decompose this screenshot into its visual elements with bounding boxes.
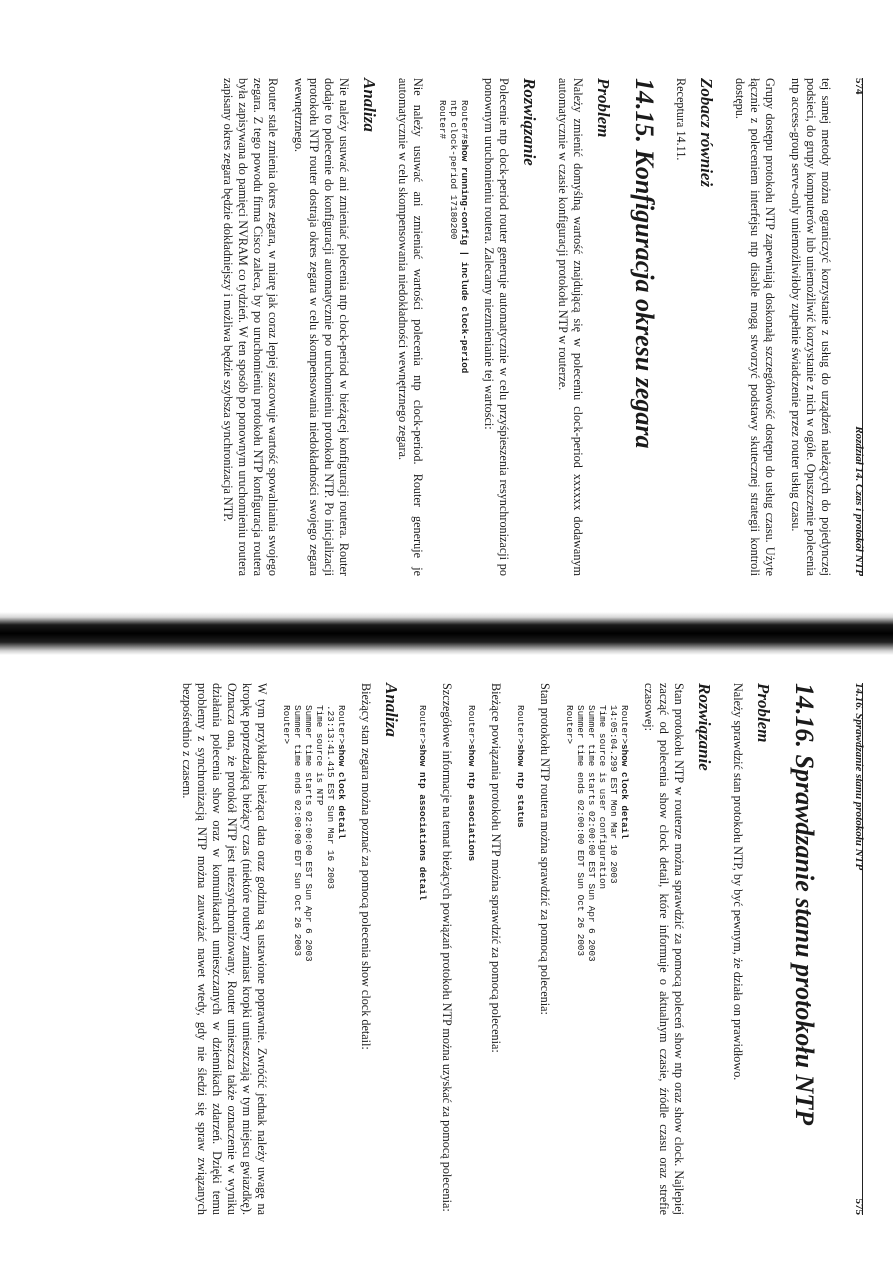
associations-text: Bieżące powiązania protokołu NTP można sprawdzić za pomocą polecenia: [489, 683, 503, 1053]
code-block-show-clock-ntp [281, 705, 347, 1215]
code-prompt: Router> [466, 705, 477, 745]
right-header-title: 14.16. Sprawdzanie stanu protokołu NTP [853, 683, 865, 871]
code-block-ntp-associations-detail [417, 705, 428, 1215]
analysis-heading: Analiza [382, 683, 401, 737]
solution-text: Polecenie ntp clock-period router generuje automatycznie w celu przyśpieszenia resynchronizacji po ponownym uruchomieniu routera. Zalecamy niezmienianie tej wartości: [482, 78, 511, 576]
problem-heading: Problem [594, 78, 613, 138]
left-page-number: 574 [853, 78, 865, 95]
left-running-header [853, 78, 865, 576]
code-prompt: Router> [619, 705, 630, 745]
code-command: show clock detail [619, 744, 630, 839]
solution-text: Stan protokołu NTP w routerze można sprawdzić za pomocą poleceń show ntp oraz show clock. Najlepiej zacząć od polecenia show clock detail, które informuje o aktualnym czasie, źródle czasu oraz strefie czasowej: [642, 683, 686, 1215]
code-prompt: Router> [515, 705, 526, 745]
problem-heading: Problem [754, 683, 773, 743]
see-also-heading: Zobacz również [697, 78, 716, 188]
code-block-ntp-status [515, 705, 526, 1215]
detail-text: Szczegółowe informacje na temat bieżących powiązań protokołu NTP można uzyskać za pomocą polecenia: [440, 683, 454, 1212]
code-block-ntp-associations [466, 705, 477, 1215]
code-command: show running-config | include clock-period [459, 139, 470, 374]
code-output: 14:05:04.299 EST Mon Mar 10 2003 Time source is user configuration Summer time starts 02:00:00 EST Sun Apr 6 2003 Summer time ends 02:00:00 EDT Sun Oct 26 2003 Router> [564, 705, 619, 962]
solution-text-2: Nie należy usuwać ani zmieniać wartości polecenia ntp clock-period. Router generuje je automatycznie w celu skompensowania niedokładności wewnętrznego zegara. [396, 78, 425, 576]
analysis-paragraph-2: Router stale zmienia okres zegara, w miarę jak coraz lepiej szacowuje wartość spowalniania swojego zegara. Z tego powodu firma Cisco zaleca, by po uruchomieniu protokołu NTP konfiguracja routera była zapisywana do pamięci NVRAM co tydzień. W ten sposób po ponownym uruchomieniu routera zapisany okres zegara będzie dokładniejszy i możliwa będzie szybsza synchronizacja NTP. [221, 78, 280, 576]
code-prompt-end: Router# [437, 100, 448, 140]
analysis-heading: Analiza [360, 78, 379, 132]
section-title-14-15: 14.15. Konfiguracja okresu zegara [630, 78, 659, 449]
intro-paragraph-1: tej samej metody można ograniczyć korzystanie z usług do urządzeń należących do pojedynczej podsieci, do grupy komputerów lub uniemożliwić korzystanie z nich w ogóle. Opuszczenie polecenia ntp access-group serve-only uniemożliwiłoby zupełnie świadczenie przez router usług czasu. [789, 78, 833, 576]
right-page-number: 575 [853, 1198, 865, 1215]
code-command: show ntp associations [466, 744, 477, 862]
code-block-clock-period [437, 100, 470, 576]
book-gutter-shadow [0, 612, 893, 655]
problem-text: Należy sprawdzić stan protokołu NTP, by być pewnym, że działa on prawidłowo. [731, 683, 745, 1081]
solution-heading: Rozwiązanie [695, 683, 714, 771]
problem-text: Należy zmienić domyślną wartość znajdującą się w poleceniu clock-period xxxxxx dodawanym automatycznie w czasie konfiguracji protokołu NTP w routerze. [556, 78, 585, 576]
code-block-show-clock [564, 705, 630, 1215]
code-command: show ntp status [515, 744, 526, 828]
right-running-header [853, 683, 865, 1215]
left-page [0, 0, 893, 612]
status-text: Stan protokołu NTP routera można sprawdzić za pomocą polecenia: [538, 683, 552, 1015]
analysis-paragraph-1: Nie należy usuwać ani zmieniać polecenia ntp clock-period w bieżącej konfiguracji routera. Router dodaje to polecenie do konfiguracji automatycznie po uruchomieniu protokołu NTP. Po inicjalizacji protokołu NTP router dostraja okres zegara w celu skompensowania niedokładności swojego zegara wewnętrznego. [292, 78, 351, 576]
code-prompt: Router# [459, 100, 470, 140]
code-command: show clock detail [336, 744, 347, 839]
left-header-title: Rozdział 14. Czas i protokół NTP [853, 426, 865, 576]
code-command: show ntp associations detail [417, 744, 428, 901]
see-also-text: Receptura 14.11. [674, 78, 688, 161]
code-prompt: Router> [336, 705, 347, 745]
analysis-paragraph: W tym przykładzie bieżąca data oraz godzina są ustawione poprawnie. Zwróćić jednak należy uwagę na kropkę poprzedzającą bieżący czas (niektóre routery zamiast kropki umieszczają w tym miejscu gwiazdkę). Oznacza ona, że protokół NTP jest niezsynchronizowany. Router umieszcza także oznaczenie w wyniku działania polecenia show oraz w komunikatach umieszczanych w dziennikach zdarzeń. Dzięki temu problemy z synchronizacją NTP można zauważać nawet wtedy, gdy nie śledzi się spraw związanych bezpośrednio z czasem. [180, 683, 269, 1215]
code-output-line: ntp clock-period 17180200 [448, 100, 459, 240]
section-title-14-16: 14.16. Sprawdzanie stanu protokołu NTP [790, 683, 819, 1126]
code-output: .23:13:41.415 EST Sun Mar 16 2003 Time source is NTP Summer time starts 02:00:00 EST Sun Apr 6 2003 Summer time ends 02:00:00 EDT Sun Oct 26 2003 Router> [281, 705, 336, 962]
solution-heading: Rozwiązanie [520, 78, 539, 166]
code-prompt: Router> [417, 705, 428, 745]
analysis-intro: Bieżący stan zegara można poznać za pomocą polecenia show clock detail: [359, 683, 373, 1050]
right-page [0, 655, 893, 1263]
intro-paragraph-2: Grupy dostępu protokołu NTP zapewniają doskonałą szczegółowość dostępu do usług czasu. Użyte łącznie z poleceniem interfejsu ntp disable mogą stworzyć podstawy skutecznej strategii kontroli dostępu. [733, 78, 777, 576]
